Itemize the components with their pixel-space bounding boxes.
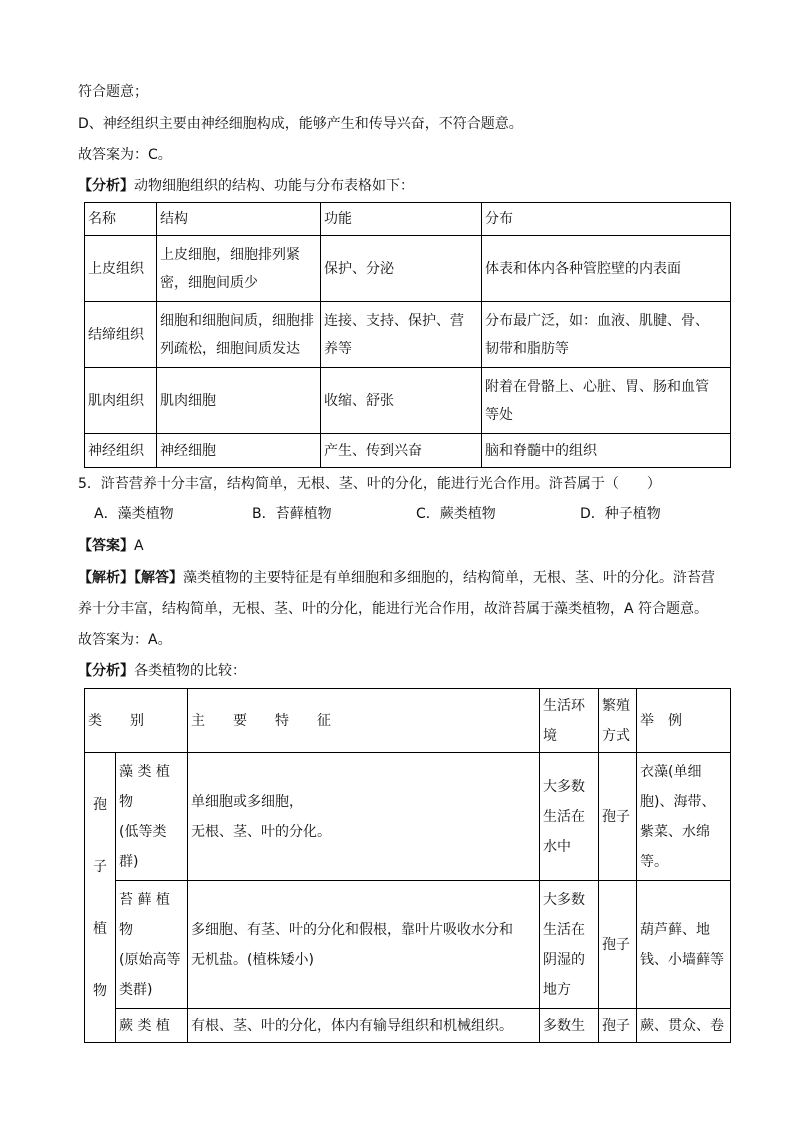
table-cell: 体表和体内各种管腔壁的内表面 <box>482 236 731 302</box>
table-cell: 单细胞或多细胞， 无根、茎、叶的分化。 <box>188 753 540 881</box>
plant-comparison-table <box>84 688 731 1043</box>
table-cell: 上皮细胞，细胞排列紧 密，细胞间质少 <box>157 236 321 302</box>
explanation-tag: 【解析】【解答】 <box>78 570 183 586</box>
table-row <box>85 302 731 368</box>
table-cell: 多数生 <box>540 1009 599 1043</box>
analysis-intro <box>78 176 414 196</box>
text-line: 符合题意； <box>78 84 148 100</box>
table-header: 生活环 境 <box>540 689 599 753</box>
table-row <box>85 881 731 1009</box>
table-cell: 多细胞、有茎、叶的分化和假根，靠叶片吸收水分和 无机盐。(植株矮小) <box>188 881 540 1009</box>
table-row <box>85 753 731 881</box>
table-cell: 结缔组织 <box>85 302 157 368</box>
table-cell: 孢子 <box>599 1009 637 1043</box>
table-cell: 脑和脊髓中的组织 <box>482 434 731 468</box>
table-cell: 葫芦藓、地 钱、小墙藓等 <box>637 881 731 1009</box>
table-cell: 蕨、贯众、卷 <box>637 1009 731 1043</box>
table-cell: 苔 藓 植 物 (原始高等 类群) <box>116 881 188 1009</box>
answer-value: A <box>134 538 144 554</box>
table-cell: 收缩、舒张 <box>321 368 482 434</box>
answer-line <box>78 536 144 556</box>
tissue-table <box>84 202 731 468</box>
analysis-text: 各类植物的比较： <box>134 663 246 679</box>
conclusion-line: 故答案为：A。 <box>78 632 172 648</box>
explanation-line: 养十分丰富，结构简单，无根、茎、叶的分化，能进行光合作用，故浒苔属于藻类植物，A 符合题意。 <box>78 601 709 617</box>
table-header: 分布 <box>482 203 731 236</box>
analysis-line <box>78 661 246 681</box>
table-cell: 神经组织 <box>85 434 157 468</box>
table-header: 类 别 <box>85 689 188 753</box>
table-row <box>85 434 731 468</box>
table-header: 名称 <box>85 203 157 236</box>
table-cell: 大多数 生活在 阴湿的 地方 <box>540 881 599 1009</box>
table-cell: 孢子 <box>599 881 637 1009</box>
table-cell: 细胞和细胞间质，细胞排 列疏松，细胞间质发达 <box>157 302 321 368</box>
table-cell: 保护、分泌 <box>321 236 482 302</box>
table-cell: 分布最广泛，如：血液、肌腱、骨、 韧带和脂肪等 <box>482 302 731 368</box>
group-cell: 孢 子 植 物 <box>85 753 116 1043</box>
table-cell: 藻 类 植 物 (低等类群) <box>116 753 188 881</box>
analysis-tag: 【分析】 <box>78 663 134 679</box>
table-cell: 有根、茎、叶的分化，体内有输导组织和机械组织。 <box>188 1009 540 1043</box>
table-cell: 孢子 <box>599 753 637 881</box>
table-cell: 肌肉组织 <box>85 368 157 434</box>
analysis-text: 动物细胞组织的结构、功能与分布表格如下： <box>134 178 414 194</box>
table-cell: 大多数 生活在 水中 <box>540 753 599 881</box>
explanation-line <box>78 568 715 588</box>
question-stem: 5．浒苔营养十分丰富，结构简单，无根、茎、叶的分化，能进行光合作用。浒苔属于（ ） <box>78 476 661 492</box>
answer-tag: 【答案】 <box>78 538 134 554</box>
option-c: C．蕨类植物 <box>416 506 496 522</box>
table-header: 举 例 <box>637 689 731 753</box>
table-row <box>85 1009 731 1043</box>
table-cell: 上皮组织 <box>85 236 157 302</box>
table-cell: 肌肉细胞 <box>157 368 321 434</box>
option-d: D．种子植物 <box>580 506 661 522</box>
option-a: A．藻类植物 <box>94 506 174 522</box>
table-header: 繁殖 方式 <box>599 689 637 753</box>
explanation-text: 藻类植物的主要特征是有单细胞和多细胞的，结构简单，无根、茎、叶的分化。浒苔营 <box>183 570 715 586</box>
table-cell: 蕨 类 植 <box>116 1009 188 1043</box>
analysis-tag: 【分析】 <box>78 178 134 194</box>
table-header: 功能 <box>321 203 482 236</box>
table-cell: 神经细胞 <box>157 434 321 468</box>
table-row <box>85 236 731 302</box>
table-header: 主 要 特 征 <box>188 689 540 753</box>
table-cell: 衣藻(单细 胞)、海带、 紫菜、水绵 等。 <box>637 753 731 881</box>
text-line: D、神经组织主要由神经细胞构成，能够产生和传导兴奋，不符合题意。 <box>78 116 523 132</box>
text-line: 故答案为：C。 <box>78 147 172 163</box>
table-cell: 连接、支持、保护、营 养等 <box>321 302 482 368</box>
table-cell: 附着在骨骼上、心脏、胃、肠和血管 等处 <box>482 368 731 434</box>
option-b: B．苔藓植物 <box>252 506 332 522</box>
table-cell: 产生、传到兴奋 <box>321 434 482 468</box>
table-row <box>85 368 731 434</box>
table-header: 结构 <box>157 203 321 236</box>
